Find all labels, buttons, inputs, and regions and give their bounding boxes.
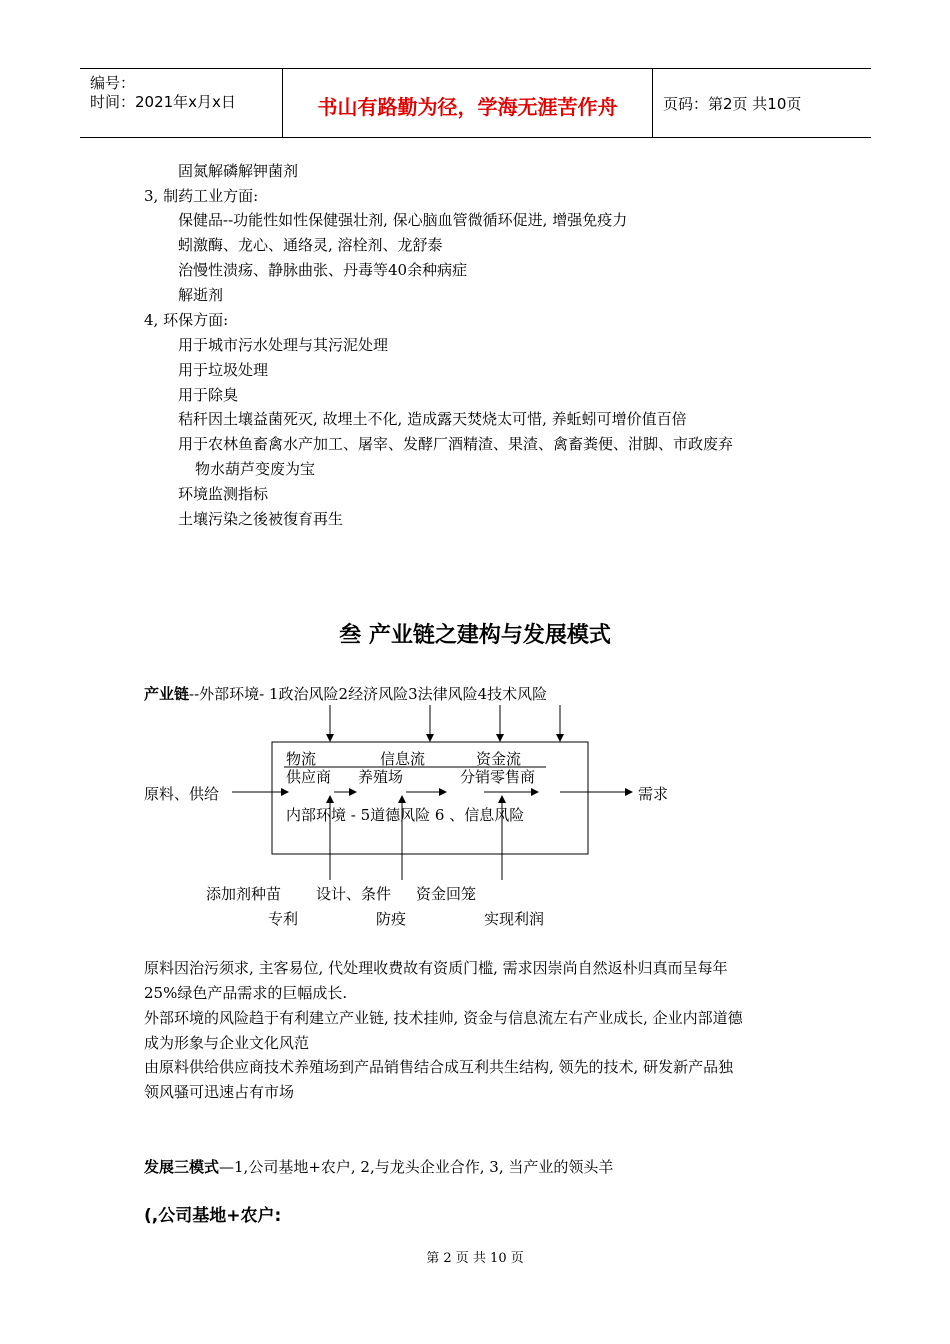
node-label: 供应商 xyxy=(286,768,332,786)
list-item: 保健品--功能性如性保健强壮剂, 保心脑血管微循环促进, 增强免疫力 xyxy=(178,211,628,229)
list-item: 秸秆因土壤益菌死灭, 故埋土不化, 造成露天焚烧太可惜, 养蚯蚓可增价值百倍 xyxy=(178,410,687,428)
modes-lead-rest: —1,公司基地+农户, 2,与龙头企业合作, 3, 当产业的领头羊 xyxy=(219,1158,614,1176)
page-number-label: 页码：第2页 共10页 xyxy=(663,95,802,113)
paragraph-line: 由原料供给供应商技术养殖场到产品销售结合成互利共生结构, 领先的技术, 研发新产品独 xyxy=(144,1058,734,1076)
chain-lead-bold: 产业链 xyxy=(144,685,190,703)
sub-heading: (,公司基地+农户: xyxy=(144,1206,282,1226)
paragraph-line: 原料因治污须求, 主客易位, 代处理收费故有资质门槛, 需求因崇尚自然返朴归真而呈每年 xyxy=(144,959,728,977)
list-item: 土壤污染之後被復育再生 xyxy=(178,510,344,528)
list-item: 用于垃圾处理 xyxy=(178,361,269,379)
pharma-heading: 3, 制药工业方面: xyxy=(144,187,259,205)
support-label: 防疫 xyxy=(376,910,407,928)
support-label: 资金回笼 xyxy=(416,885,477,903)
list-item: 治慢性溃疡、静脉曲张、丹毒等40余种病症 xyxy=(178,261,468,279)
flow-label: 资金流 xyxy=(476,750,522,768)
flow-label: 物流 xyxy=(286,750,317,768)
node-label: 养殖场 xyxy=(358,768,404,786)
list-item: 解逝剂 xyxy=(178,286,224,304)
list-item: 环境监测指标 xyxy=(178,485,269,503)
time-label: 时间：2021年x月x日 xyxy=(90,93,236,111)
internal-risk-label: 内部环境 - 5道德风险 6 、信息风险 xyxy=(286,806,525,824)
paragraph-line: 领风骚可迅速占有市场 xyxy=(144,1083,295,1101)
modes-line xyxy=(144,1157,613,1177)
list-item: 固氮解磷解钾菌剂 xyxy=(178,162,299,180)
paragraph-line: 外部环境的风险趋于有利建立产业链, 技术挂帅, 资金与信息流左右产业成长, 企业内部道德 xyxy=(144,1009,743,1027)
paragraph-line: 25%绿色产品需求的巨幅成长. xyxy=(144,984,348,1002)
node-label: 分销零售商 xyxy=(460,768,536,786)
code-label: 编号： xyxy=(90,74,136,92)
list-item: 用于除臭 xyxy=(178,386,239,404)
page-footer: 第 2 页 共 10 页 xyxy=(426,1251,524,1266)
support-label: 专利 xyxy=(268,910,299,928)
support-label: 设计、条件 xyxy=(316,885,392,903)
chain-box xyxy=(272,742,588,854)
motto: 书山有路勤为径，学海无涯苦作舟 xyxy=(317,95,618,119)
section-title: 叁 产业链之建构与发展模式 xyxy=(339,623,611,648)
input-label: 原料、供给 xyxy=(144,785,220,803)
chain-lead-rest: --外部环境- 1政治风险2经济风险3法律风险4技术风险 xyxy=(189,685,548,703)
modes-lead-bold: 发展三模式 xyxy=(144,1158,220,1176)
list-item: 用于农林鱼畜禽水产加工、屠宰、发酵厂酒精渣、果渣、禽畜粪便、泔脚、市政废弃 xyxy=(178,435,734,453)
support-label: 实现利润 xyxy=(484,910,545,928)
output-label: 需求 xyxy=(638,785,669,803)
flow-label: 信息流 xyxy=(380,750,426,768)
support-label: 添加剂种苗 xyxy=(206,885,282,903)
paragraph-line: 成为形象与企业文化风范 xyxy=(144,1034,310,1052)
list-item: 用于城市污水处理与其污泥处理 xyxy=(178,336,389,354)
list-item-continuation: 物水葫芦变废为宝 xyxy=(195,460,316,478)
env-heading: 4, 环保方面: xyxy=(144,311,229,329)
list-item: 蚓激酶、龙心、通络灵, 溶栓剂、龙舒泰 xyxy=(178,236,443,254)
